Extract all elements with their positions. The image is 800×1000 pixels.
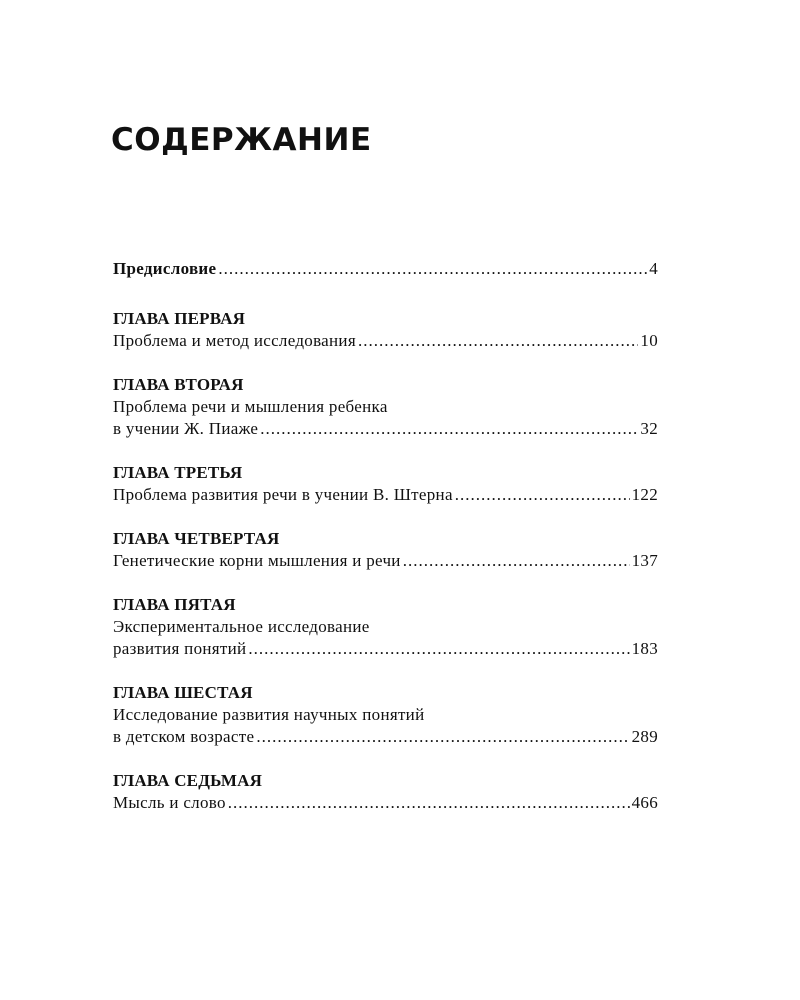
toc-entry-chapter-6[interactable] [113,681,658,748]
page-title: СОДЕРЖАНИЕ [111,122,372,158]
dot-leader [455,484,630,506]
chapter-title: Проблема развития речи в учении В. Штерна [113,485,453,504]
chapter-heading: ГЛАВА ШЕСТАЯ [113,683,253,702]
page-number: 32 [640,419,658,438]
dot-leader [228,792,630,814]
chapter-title: в детском возрасте [113,727,255,746]
chapter-heading: ГЛАВА ВТОРАЯ [113,375,244,394]
chapter-heading: ГЛАВА ТРЕТЬЯ [113,463,243,482]
chapter-heading: ГЛАВА ПЯТАЯ [113,595,236,614]
dot-leader [218,258,647,280]
toc-entry-chapter-3[interactable] [113,461,658,506]
toc-entry-chapter-7[interactable] [113,769,658,814]
page-number: 289 [631,727,658,746]
chapter-title-line: Экспериментальное исследование [113,617,370,636]
chapter-heading: ГЛАВА ЧЕТВЕРТАЯ [113,529,280,548]
page-number: 183 [631,639,658,658]
dot-leader [358,330,638,352]
chapter-title: Мысль и слово [113,793,226,812]
page-number: 466 [631,793,658,812]
toc-line [113,550,658,572]
toc-entry-chapter-4[interactable] [113,527,658,572]
toc-line [113,638,658,660]
page-number: 122 [631,485,658,504]
toc-entry-label: Предисловие [113,259,217,278]
dot-leader [260,418,638,440]
page-number: 10 [640,331,658,350]
table-of-contents [113,258,658,835]
page-number: 137 [631,551,658,570]
chapter-heading: ГЛАВА СЕДЬМАЯ [113,771,263,790]
dot-leader [256,726,629,748]
toc-entry-chapter-2[interactable] [113,373,658,440]
toc-line [113,792,658,814]
toc-line [113,484,658,506]
chapter-heading: ГЛАВА ПЕРВАЯ [113,309,246,328]
toc-entry-chapter-1[interactable] [113,307,658,352]
dot-leader [248,638,629,660]
page-number: 4 [649,259,658,278]
chapter-title-line: Исследование развития научных понятий [113,705,425,724]
chapter-title: Генетические корни мышления и речи [113,551,401,570]
toc-line [113,418,658,440]
chapter-title: Проблема и метод исследования [113,331,356,350]
toc-entry-preface[interactable] [113,258,658,284]
chapter-title: развития понятий [113,639,247,658]
toc-line [113,330,658,352]
toc-entry-chapter-5[interactable] [113,593,658,660]
chapter-title: в учении Ж. Пиаже [113,419,259,438]
chapter-title-line: Проблема речи и мышления ребенка [113,397,388,416]
toc-line [113,726,658,748]
toc-line [113,258,658,280]
dot-leader [403,550,630,572]
